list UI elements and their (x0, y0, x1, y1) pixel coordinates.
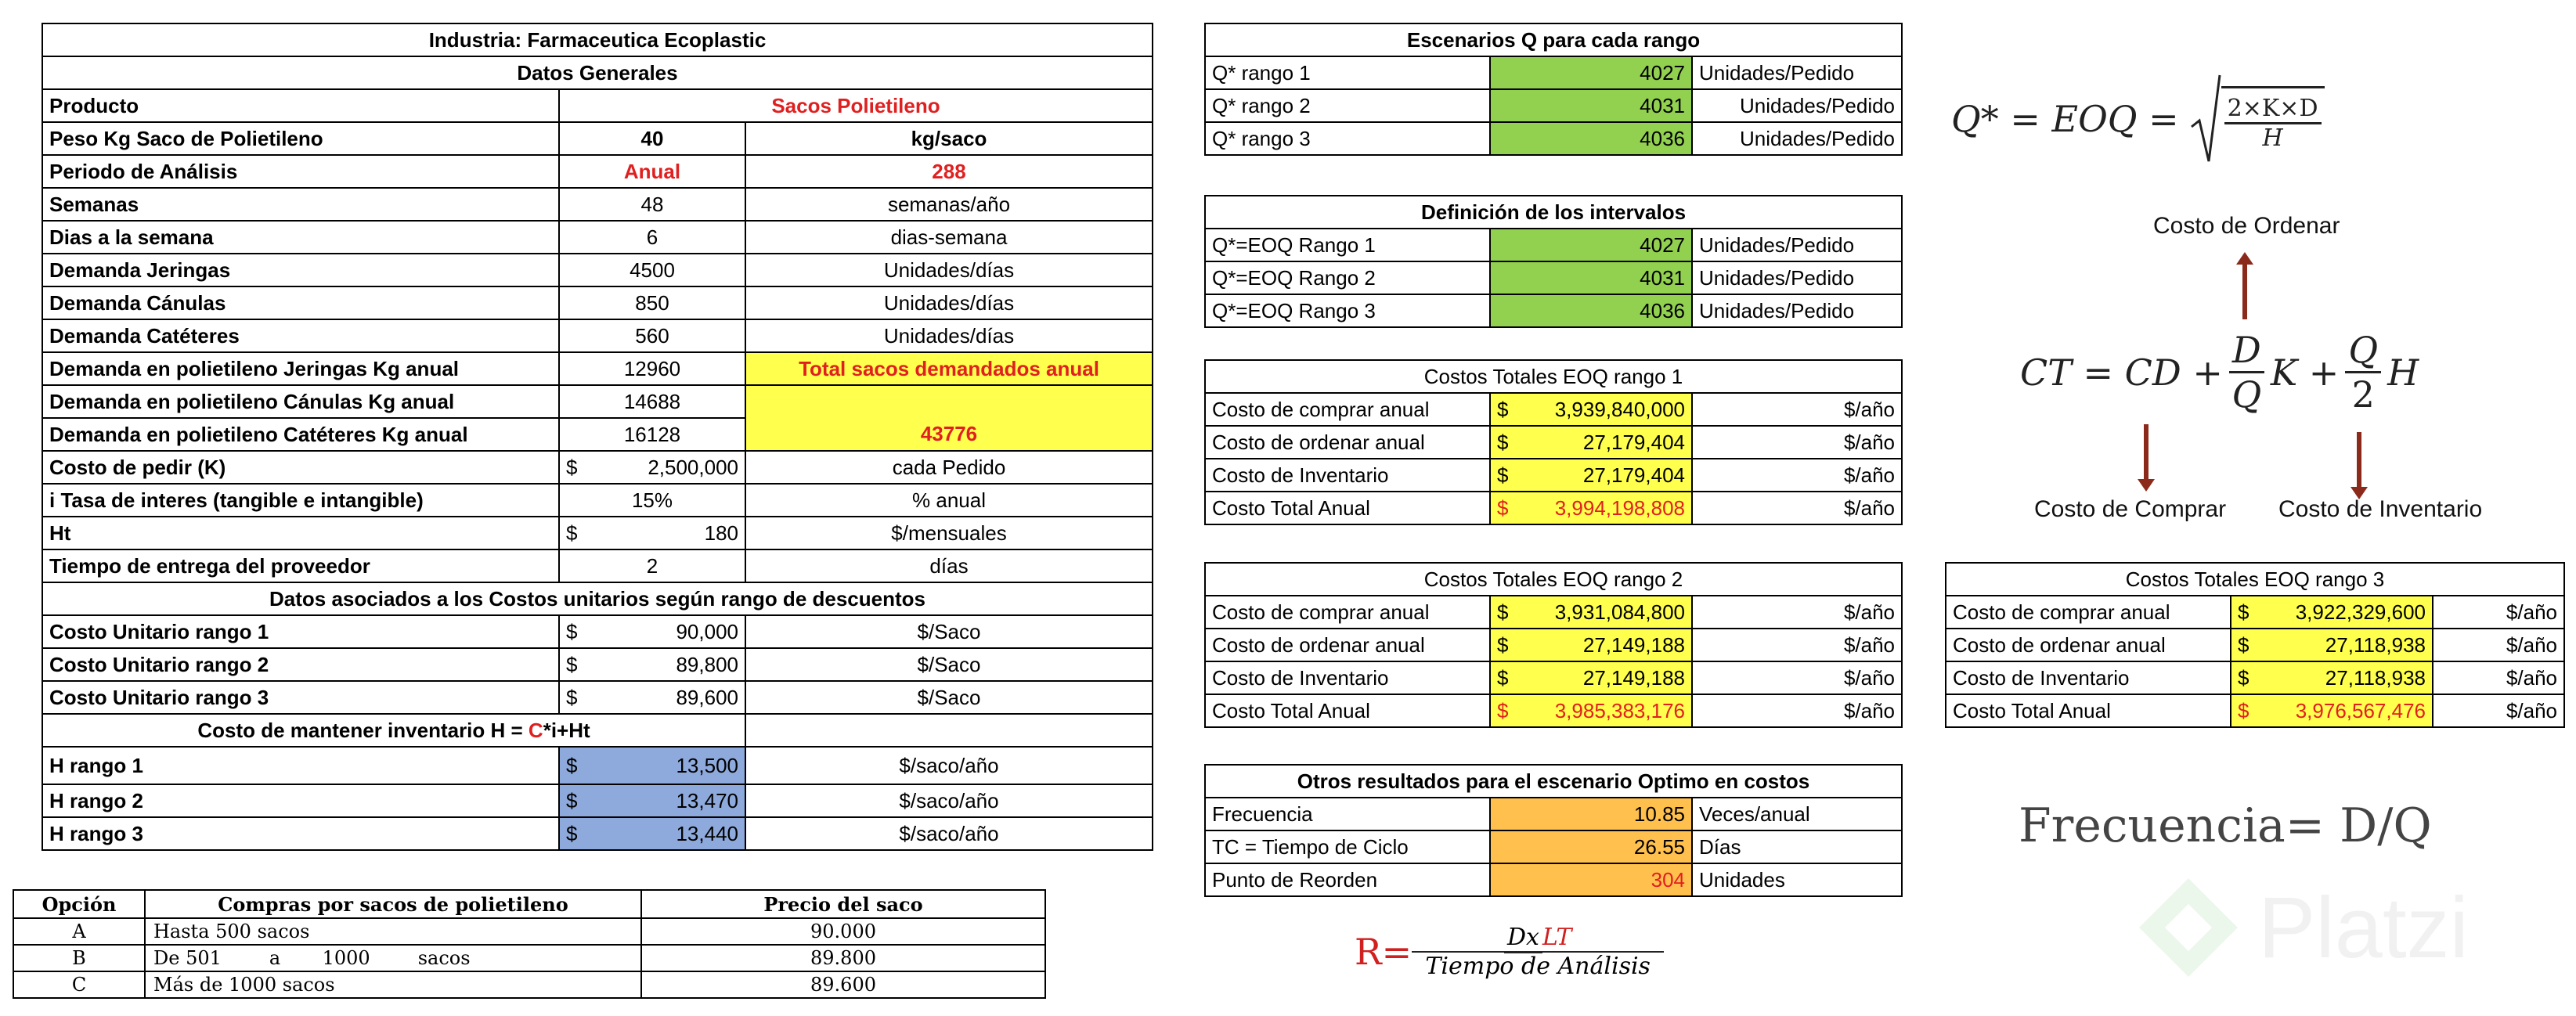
other-results-title: Otros resultados para el escenario Optimo en costos (1205, 765, 1902, 798)
table-row: Tiempo de entrega del proveedor 2 días (42, 549, 1153, 582)
scenarios-title: Escenarios Q para cada rango (1205, 23, 1902, 56)
table-row: B De 501 a 1000 sacos 89.800 (13, 945, 1045, 971)
discount-options-table (13, 889, 1046, 999)
table-row: Demanda en polietileno Jeringas Kg anual 12960 Total sacos demandados anual (42, 352, 1153, 385)
scenarios-table (1204, 23, 1903, 156)
table-row: Costo Total Anual $ 3,985,383,176 $/año (1205, 694, 1902, 727)
industry-title: Industria: Farmaceutica Ecoplastic (42, 23, 1153, 56)
label-inventory-cost: Costo de Inventario (2278, 496, 2483, 522)
table-row: Demanda en polietileno Cánulas Kg anual 14688 (42, 385, 1153, 418)
table-row: Costo Unitario rango 3 $ 89,600 $/Saco (42, 681, 1153, 714)
table-row: Producto Sacos Polietileno (42, 89, 1153, 122)
arrow-up-icon (2242, 263, 2247, 319)
table-row: i Tasa de interes (tangible e intangible) 15% % anual (42, 484, 1153, 517)
table-row: Frecuencia 10.85 Veces/anual (1205, 798, 1902, 830)
table-row: Demanda Catéteres 560 Unidades/días (42, 319, 1153, 352)
table-row: Ht $ 180 $/mensuales (42, 517, 1153, 549)
intervals-table (1204, 195, 1903, 328)
table-row: Q*=EOQ Rango 3 4036 Unidades/Pedido (1205, 294, 1902, 327)
label-ordering-cost: Costo de Ordenar (2153, 213, 2340, 239)
general-subtitle: Datos Generales (42, 56, 1153, 89)
table-row: Q* rango 3 4036 Unidades/Pedido (1205, 122, 1902, 155)
table-row: Dias a la semana 6 dias-semana (42, 221, 1153, 254)
table-row: A Hasta 500 sacos 90.000 (13, 918, 1045, 945)
platzi-logo-icon (2130, 869, 2247, 986)
table-row: Q*=EOQ Rango 2 4031 Unidades/Pedido (1205, 261, 1902, 294)
table-row: Costo de ordenar anual $ 27,179,404 $/año (1205, 426, 1902, 459)
discount-header: Datos asociados a los Costos unitarios según rango de descuentos (42, 582, 1153, 615)
table-row: Periodo de Análisis Anual 288 (42, 155, 1153, 188)
total-cost-formula: CT = CD + $\frac{D}{Q}$ K + $\frac{Q}{2}$ H (2020, 329, 2419, 416)
table-row: H rango 2 $ 13,470 $/saco/año (42, 784, 1153, 817)
sqrt-icon (2190, 72, 2221, 166)
arrow-down-icon (2144, 424, 2148, 481)
holding-cost-header: Costo de mantener inventario H = C*i+Ht (42, 714, 745, 747)
table-row: Q*=EOQ Rango 1 4027 Unidades/Pedido (1205, 229, 1902, 261)
table-row: Punto de Reorden 304 Unidades (1205, 863, 1902, 896)
header-price: Precio del saco (641, 890, 1045, 918)
frequency-formula: Frecuencia= D/Q (2019, 798, 2432, 853)
intervals-title: Definición de los intervalos (1205, 196, 1902, 229)
table-row: Costo Total Anual $ 3,994,198,808 $/año (1205, 492, 1902, 524)
table-row: Q* rango 1 4027 Unidades/Pedido (1205, 56, 1902, 89)
platzi-watermark: Platzi (2130, 869, 2469, 986)
cost-table-range-2: Costos Totales EOQ rango 2 Costo de comprar anual $ 3,931,084,800 $/año Costo de ordenar anual $ 27,149,188 $/año Costo de Inventario $ 27,149,188 $/año Costo Total Anual $ 3,985,383,176 $/año (1204, 562, 1903, 728)
header-purchases: Compras por sacos de polietileno (145, 890, 641, 918)
table-row: Costo de comprar anual $ 3,939,840,000 $/año (1205, 393, 1902, 426)
table-row: Costo de Inventario $ 27,149,188 $/año (1205, 661, 1902, 694)
total-sacks-value: 43776 (745, 418, 1153, 451)
other-results-table (1204, 764, 1903, 897)
table-row: Costo de comprar anual $ 3,931,084,800 $/año (1205, 596, 1902, 629)
table-row: Costo de ordenar anual $ 27,149,188 $/año (1205, 629, 1902, 661)
table-row: Costo Total Anual $ 3,976,567,476 $/año (1946, 694, 2564, 727)
total-sacks-label: Total sacos demandados anual (745, 352, 1153, 385)
table-row: TC = Tiempo de Ciclo 26.55 Días (1205, 830, 1902, 863)
arrow-down-icon (2357, 432, 2361, 488)
table-row: Costo Unitario rango 1 $ 90,000 $/Saco (42, 615, 1153, 648)
table-row: Costo de comprar anual $ 3,922,329,600 $/año (1946, 596, 2564, 629)
cost-table-range-3: Costos Totales EOQ rango 3 Costo de comprar anual $ 3,922,329,600 $/año Costo de ordenar anual $ 27,118,938 $/año Costo de Inventario $ 27,118,938 $/año Costo Total Anual $ 3,976,567,476 $/año (1945, 562, 2565, 728)
table-row: Q* rango 2 4031 Unidades/Pedido (1205, 89, 1902, 122)
header-option: Opción (13, 890, 145, 918)
table-row: Semanas 48 semanas/año (42, 188, 1153, 221)
cost-table-range-1: Costos Totales EOQ rango 1 Costo de comprar anual $ 3,939,840,000 $/año Costo de ordenar anual $ 27,179,404 $/año Costo de Inventario $ 27,179,404 $/año Costo Total Anual $ 3,994,198,808 $/año (1204, 359, 1903, 525)
label-purchase-cost: Costo de Comprar (2034, 496, 2227, 522)
table-row: Demanda en polietileno Catéteres Kg anual 16128 43776 (42, 418, 1153, 451)
product-value: Sacos Polietileno (559, 89, 1153, 122)
reorder-formula: R= $\frac{\text{Dx LT}}{\text{Tiempo de Análisis}}$ (1355, 924, 1664, 980)
table-row: Costo de pedir (K) $ 2,500,000 cada Pedido (42, 451, 1153, 484)
general-data-table (41, 23, 1153, 851)
table-row: Costo de Inventario $ 27,179,404 $/año (1205, 459, 1902, 492)
table-row: C Más de 1000 sacos 89.600 (13, 971, 1045, 998)
eoq-formula: Q* = EOQ = $\frac{2\times K\times D}{H}$ (1951, 72, 2325, 166)
table-row: H rango 1 $ 13,500 $/saco/año (42, 747, 1153, 784)
table-row: Peso Kg Saco de Polietileno 40 kg/saco (42, 122, 1153, 155)
table-row: H rango 3 $ 13,440 $/saco/año (42, 817, 1153, 850)
table-row: Costo de Inventario $ 27,118,938 $/año (1946, 661, 2564, 694)
table-row: Demanda Cánulas 850 Unidades/días (42, 286, 1153, 319)
table-row: Costo Unitario rango 2 $ 89,800 $/Saco (42, 648, 1153, 681)
table-row: Costo de ordenar anual $ 27,118,938 $/año (1946, 629, 2564, 661)
table-row: Demanda Jeringas 4500 Unidades/días (42, 254, 1153, 286)
